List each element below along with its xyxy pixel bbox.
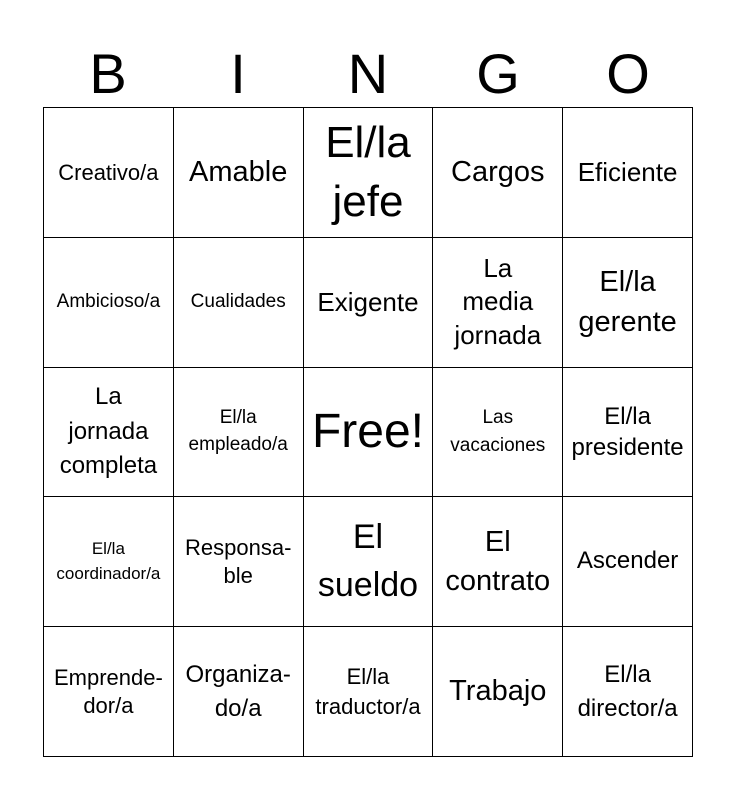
cell-text: Amable (189, 156, 288, 188)
cell-text: Responsa- ble (185, 535, 292, 588)
bingo-cell[interactable] (304, 108, 434, 238)
bingo-header (43, 40, 693, 108)
bingo-cell free-cell[interactable] (304, 368, 434, 498)
bingo-cell[interactable] (563, 238, 693, 368)
bingo-cell[interactable] (304, 238, 434, 368)
cell-text: El contrato (445, 525, 551, 597)
header-letter-o: O (606, 42, 650, 105)
bingo-cell[interactable] (44, 368, 174, 498)
bingo-cell[interactable] (44, 497, 174, 627)
cell-text: El/la empleado/a (188, 407, 288, 455)
cell-text: Exigente (317, 286, 419, 317)
cell-text: El/la jefe (325, 118, 411, 227)
header-letter-b: B (89, 42, 127, 105)
cell-text: Ambicioso/a (56, 290, 161, 312)
cell-text: Emprende- dor/a (53, 665, 163, 718)
cell-text: El/la gerente (578, 265, 677, 339)
bingo-board (43, 107, 693, 757)
bingo-cell[interactable] (563, 368, 693, 498)
cell-text: Organiza- do/a (185, 661, 291, 722)
bingo-cell[interactable] (304, 497, 434, 627)
bingo-cell[interactable] (174, 497, 304, 627)
bingo-cell[interactable] (433, 497, 563, 627)
cell-text: Cargos (451, 156, 545, 188)
bingo-cell[interactable] (44, 627, 174, 757)
bingo-cell[interactable] (174, 238, 304, 368)
cell-text: Cualidades (190, 290, 286, 312)
bingo-cell[interactable] (174, 108, 304, 238)
header-letter-i: I (230, 42, 246, 105)
bingo-cell[interactable] (433, 368, 563, 498)
cell-text: El/la presidente (571, 402, 684, 461)
cell-text: Las vacaciones (450, 407, 546, 456)
cell-text: Eficiente (577, 156, 678, 187)
bingo-cell[interactable] (174, 368, 304, 498)
bingo-cell[interactable] (44, 108, 174, 238)
cell-text: El/la traductor/a (315, 663, 421, 719)
cell-text: Ascender (576, 547, 679, 575)
cell-text: El/la coordinador/a (56, 539, 161, 583)
cell-text: La jornada completa (59, 382, 158, 480)
cell-text: Creativo/a (58, 159, 159, 185)
bingo-cell[interactable] (433, 238, 563, 368)
bingo-cell[interactable] (433, 627, 563, 757)
bingo-cell[interactable] (174, 627, 304, 757)
header-letter-n: N (347, 42, 389, 105)
header-letter-g: G (476, 42, 520, 105)
bingo-cell[interactable] (563, 497, 693, 627)
cell-text: El/la director/a (577, 661, 678, 722)
cell-text: El sueldo (317, 518, 419, 604)
cell-text: Trabajo (449, 675, 547, 708)
bingo-cell[interactable] (563, 627, 693, 757)
cell-text: La media jornada (454, 252, 542, 351)
bingo-cell[interactable] (44, 238, 174, 368)
cell-text: Free! (311, 404, 424, 458)
bingo-cell[interactable] (433, 108, 563, 238)
bingo-cell[interactable] (563, 108, 693, 238)
bingo-cell[interactable] (304, 627, 434, 757)
